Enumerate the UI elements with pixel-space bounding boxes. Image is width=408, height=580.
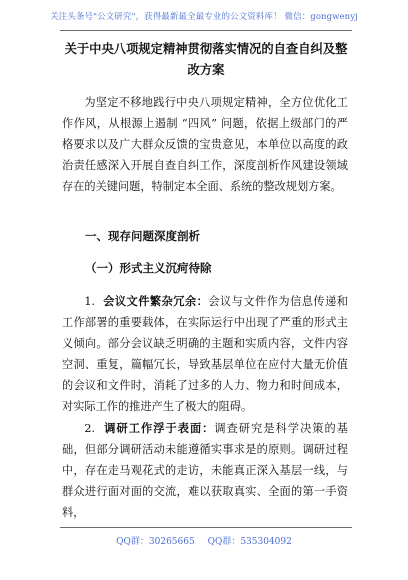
- item-label: 调研工作浮于表面：: [104, 421, 215, 435]
- subsection-heading: （一）形式主义沉疴待除: [85, 261, 212, 275]
- header-note: 关注头条号"公文研究"，获得最新最全最专业的公文资料库！ 微信：gongwenyj: [50, 12, 358, 22]
- item-number: 1.: [84, 295, 96, 308]
- header-divider: [60, 30, 352, 31]
- footer-divider: [60, 527, 352, 528]
- item-label: 会议文件繁杂冗余：: [103, 294, 209, 308]
- intro-paragraph: 为坚定不移地践行中央八项规定精神，全方位优化工作作风，从根源上遏制 “四风” 问题，依据上级部门的严格要求以及广大群众反馈的宝贵意见，本单位以高度的政治责任感深入开展自查自纠工作，深度剖析作风建设领域存在的关键问题，特制定本全面、系统的整改规划方案。: [62, 96, 348, 193]
- item-text: 调查研究是科学决策的基础，但部分调研活动未能遵循实事求是的原则。调研过程中，存在走马观花式的走访，未能真正深入基层一线，与群众进行面对面的交流，难以获取真实、全面的第一手资料，: [62, 422, 348, 519]
- list-item: [62, 291, 348, 417]
- item-text: 会议与文件作为信息传递和工作部署的重要载体，在实际运行中出现了严重的形式主义倾向。部分会议缺乏明确的主题和实质内容，文件内容空洞、重复，篇幅冗长，导致基层单位在应付大量无价值的会议和文件时，消耗了过多的人力、物力和时间成本，对实际工作的推进产生了极大的阻碍。: [62, 295, 348, 413]
- list-item: [62, 418, 348, 523]
- footer-note: QQ群：30265665 QQ群：535304092: [116, 537, 292, 547]
- item-number: 2.: [84, 422, 96, 435]
- section-heading: 一、现存问题深度剖析: [85, 229, 200, 243]
- document-title: 关于中央八项规定精神贯彻落实情况的自查自纠及整改方案: [64, 41, 348, 77]
